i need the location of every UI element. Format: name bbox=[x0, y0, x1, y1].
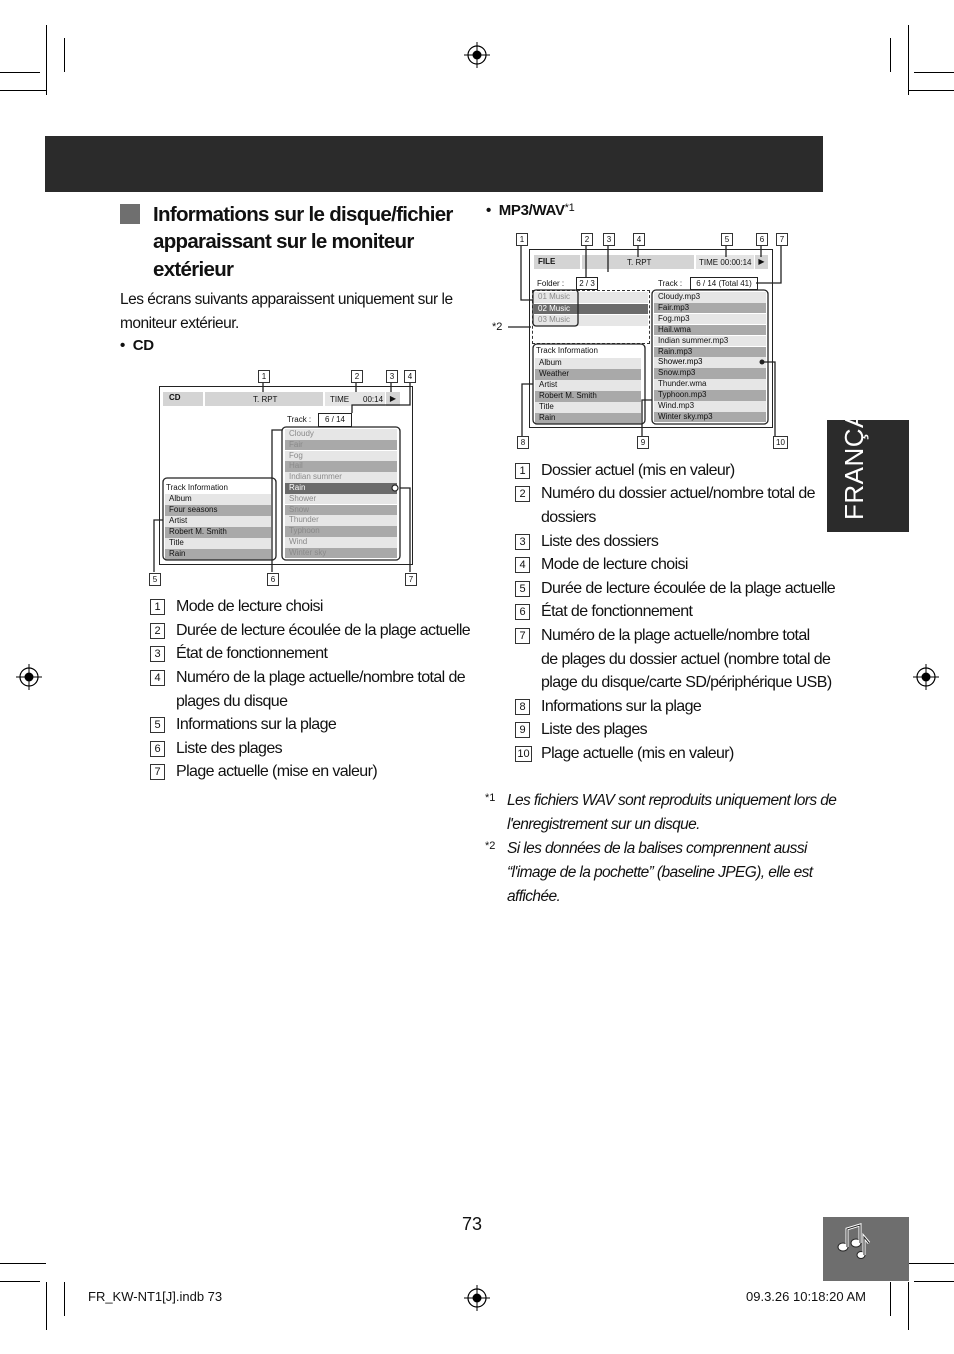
callout-label: 3 bbox=[603, 233, 615, 246]
mp3-track-label: Track : bbox=[658, 279, 683, 288]
callout-label: 4 bbox=[404, 370, 416, 383]
mp3-mode: T. RPT bbox=[627, 258, 652, 267]
track-row: Indian summer.mp3 bbox=[654, 336, 766, 347]
mp3-bullet-label: MP3/WAV bbox=[498, 202, 565, 219]
legend-number: 6 bbox=[515, 604, 530, 620]
footnote-2-mark: *2 bbox=[485, 840, 496, 852]
legend-number: 6 bbox=[150, 741, 165, 757]
track-row: Typhoon bbox=[285, 526, 397, 537]
callout-label: 6 bbox=[267, 573, 279, 586]
track-row: Cloudy.mp3 bbox=[654, 292, 766, 303]
legend-text: Durée de lecture écoulée de la plage actuelle bbox=[176, 622, 471, 639]
callout-label: 7 bbox=[405, 573, 417, 586]
track-row: Winter sky.mp3 bbox=[654, 412, 766, 423]
callout-label: 4 bbox=[633, 233, 645, 246]
track-row: Cloudy bbox=[285, 429, 397, 440]
legend-number: 10 bbox=[515, 746, 532, 762]
track-row: Snow.mp3 bbox=[654, 368, 766, 379]
mp3-bullet: • MP3/WAV$^{*1}$ bbox=[486, 202, 575, 219]
info-row: Four seasons bbox=[165, 505, 271, 516]
track-row: Fair bbox=[285, 440, 397, 451]
play-icon: ▶ bbox=[755, 255, 768, 269]
track-row: Shower.mp3 bbox=[654, 357, 766, 368]
mp3-info-title: Track Information bbox=[536, 346, 598, 355]
legend-text: Liste des dossiers bbox=[541, 533, 659, 550]
legend-text: de plages du dossier actuel (nombre total de bbox=[541, 650, 831, 668]
callout-label: 1 bbox=[258, 370, 270, 383]
track-row: Shower bbox=[285, 494, 397, 505]
legend-text: Liste des plages bbox=[176, 740, 283, 757]
track-row: Snow bbox=[285, 505, 397, 516]
section-heading-line-3: extérieur bbox=[153, 258, 234, 281]
legend-number: 2 bbox=[150, 623, 165, 639]
footnote-1-mark: *1 bbox=[485, 792, 496, 804]
legend-number: 1 bbox=[150, 599, 165, 615]
intro-line-1: Les écrans suivants apparaissent uniquement sur le bbox=[120, 291, 453, 308]
info-row: Artist bbox=[165, 516, 271, 527]
track-row: Hail bbox=[285, 461, 397, 472]
track-row: Indian summer bbox=[285, 472, 397, 483]
legend-text: Informations sur la plage bbox=[176, 716, 337, 733]
legend-text: dossiers bbox=[541, 508, 596, 526]
track-row: Rain.mp3 bbox=[654, 347, 766, 358]
music-section-tab bbox=[823, 1217, 909, 1281]
folder-row: 02 Music bbox=[534, 304, 648, 315]
legend-number: 3 bbox=[515, 534, 530, 550]
callout-label: 2 bbox=[351, 370, 363, 383]
cd-bullet-label: CD bbox=[132, 337, 154, 354]
cd-info-title: Track Information bbox=[166, 483, 228, 492]
play-icon: ▶ bbox=[386, 392, 400, 406]
legend-number: 1 bbox=[515, 463, 530, 479]
mp3-time: TIME 00:00:14 bbox=[699, 258, 752, 267]
mp3-track-value: 6 / 14 (Total 41) bbox=[690, 277, 758, 290]
track-row: Thunder.wma bbox=[654, 379, 766, 390]
legend-number: 7 bbox=[150, 764, 165, 780]
legend-number: 5 bbox=[150, 717, 165, 733]
footer-file-info: FR_KW-NT1[J].indb 73 bbox=[88, 1289, 223, 1304]
legend-text: Durée de lecture écoulée de la plage actuelle bbox=[541, 580, 836, 597]
callout-label: 1 bbox=[516, 233, 528, 246]
track-row: Wind.mp3 bbox=[654, 401, 766, 412]
info-row: Rain bbox=[165, 549, 271, 560]
mp3-bullet-footnote-mark: *1 bbox=[564, 202, 575, 214]
legend-text: plage du disque/carte SD/périphérique USB) bbox=[541, 674, 832, 691]
callout-label: 5 bbox=[721, 233, 733, 246]
info-row: Album bbox=[165, 494, 271, 505]
callout-label: 3 bbox=[386, 370, 398, 383]
language-tab-label: FRANÇAIS bbox=[839, 384, 869, 520]
footnote-2-line-1: Si les données de la balises comprennent aussi bbox=[507, 840, 807, 857]
track-row: Fog bbox=[285, 451, 397, 462]
mp3-source: FILE bbox=[538, 257, 556, 266]
callout-label: 7 bbox=[776, 233, 788, 246]
info-row: Title bbox=[165, 538, 271, 549]
legend-text: Numéro du dossier actuel/nombre total de bbox=[541, 485, 815, 502]
legend-text: Informations sur la plage bbox=[541, 698, 702, 715]
footer-timestamp: 09.3.26 10:18:20 AM bbox=[746, 1289, 866, 1304]
info-row: Album bbox=[535, 358, 641, 369]
legend-number: 4 bbox=[515, 557, 530, 573]
cd-track-value: 6 / 14 bbox=[318, 413, 352, 427]
legend-number: 5 bbox=[515, 581, 530, 597]
music-notes-icon bbox=[823, 1217, 909, 1281]
cd-bullet: • CD bbox=[120, 337, 154, 354]
cd-track-label: Track : bbox=[287, 415, 312, 424]
legend-text: Numéro de la plage actuelle/nombre total bbox=[541, 627, 810, 644]
legend-text: Liste des plages bbox=[541, 721, 648, 738]
callout-label: 10 bbox=[773, 436, 788, 449]
track-row: Thunder bbox=[285, 515, 397, 526]
legend-text: Numéro de la plage actuelle/nombre total de bbox=[176, 669, 466, 686]
legend-number: 7 bbox=[515, 628, 530, 644]
track-row: Typhoon.mp3 bbox=[654, 390, 766, 401]
legend-text: plages du disque bbox=[176, 692, 288, 710]
footnote-2-line-3: affichée. bbox=[507, 888, 561, 905]
legend-text: Dossier actuel (mis en valeur) bbox=[541, 462, 735, 479]
callout-label: 8 bbox=[517, 436, 529, 449]
callout-label: 2 bbox=[581, 233, 593, 246]
legend-number: 9 bbox=[515, 722, 530, 738]
callout-label: 9 bbox=[637, 436, 649, 449]
track-row: Rain bbox=[285, 483, 397, 494]
legend-text: État de fonctionnement bbox=[176, 645, 328, 662]
section-heading-line-1: Informations sur le disque/fichier bbox=[153, 203, 453, 226]
legend-text: État de fonctionnement bbox=[541, 603, 693, 620]
info-row: Weather bbox=[535, 369, 641, 380]
info-row: Rain bbox=[535, 413, 641, 424]
track-row: Fog.mp3 bbox=[654, 314, 766, 325]
legend-text: Mode de lecture choisi bbox=[176, 598, 323, 615]
info-row: Robert M. Smith bbox=[165, 527, 271, 538]
page-number: 73 bbox=[462, 1214, 483, 1234]
mp3-folder-value: 2 / 3 bbox=[576, 277, 598, 290]
legend-text: Plage actuelle (mise en valeur) bbox=[176, 763, 378, 780]
section-heading-line-2: apparaissant sur le moniteur bbox=[153, 230, 414, 253]
legend-text: Mode de lecture choisi bbox=[541, 556, 688, 573]
info-row: Robert M. Smith bbox=[535, 391, 641, 402]
legend-number: 2 bbox=[515, 486, 530, 502]
footnote-1-line-2: l'enregistrement sur un disque. bbox=[507, 816, 700, 833]
cd-source: CD bbox=[169, 393, 181, 402]
intro-line-2: moniteur extérieur. bbox=[120, 315, 239, 332]
footnote-1-line-1: Les fichiers WAV sont reproduits uniquement lors de bbox=[507, 792, 837, 809]
track-row: Fair.mp3 bbox=[654, 303, 766, 314]
legend-text: Plage actuelle (mis en valeur) bbox=[541, 745, 734, 762]
folder-row: 01 Music bbox=[534, 292, 648, 303]
info-row: Title bbox=[535, 402, 641, 413]
cd-time-value: 00:14 bbox=[363, 395, 384, 404]
folder-row: 03 Music bbox=[534, 315, 648, 326]
cd-mode: T. RPT bbox=[253, 395, 278, 404]
legend-number: 8 bbox=[515, 699, 530, 715]
callout-label: 6 bbox=[756, 233, 768, 246]
mp3-folder-label: Folder : bbox=[537, 279, 565, 288]
info-row: Artist bbox=[535, 380, 641, 391]
track-row: Hail.wma bbox=[654, 325, 766, 336]
footnote-2-line-2: “l'image de la pochette” (baseline JPEG), elle est bbox=[507, 864, 813, 881]
track-row: Winter sky bbox=[285, 548, 397, 559]
callout-label: 5 bbox=[149, 573, 161, 586]
legend-number: 4 bbox=[150, 670, 165, 686]
legend-number: 3 bbox=[150, 646, 165, 662]
cd-time-label: TIME bbox=[330, 395, 350, 404]
footnote-2-mark: *2 bbox=[492, 321, 503, 333]
track-row: Wind bbox=[285, 537, 397, 548]
